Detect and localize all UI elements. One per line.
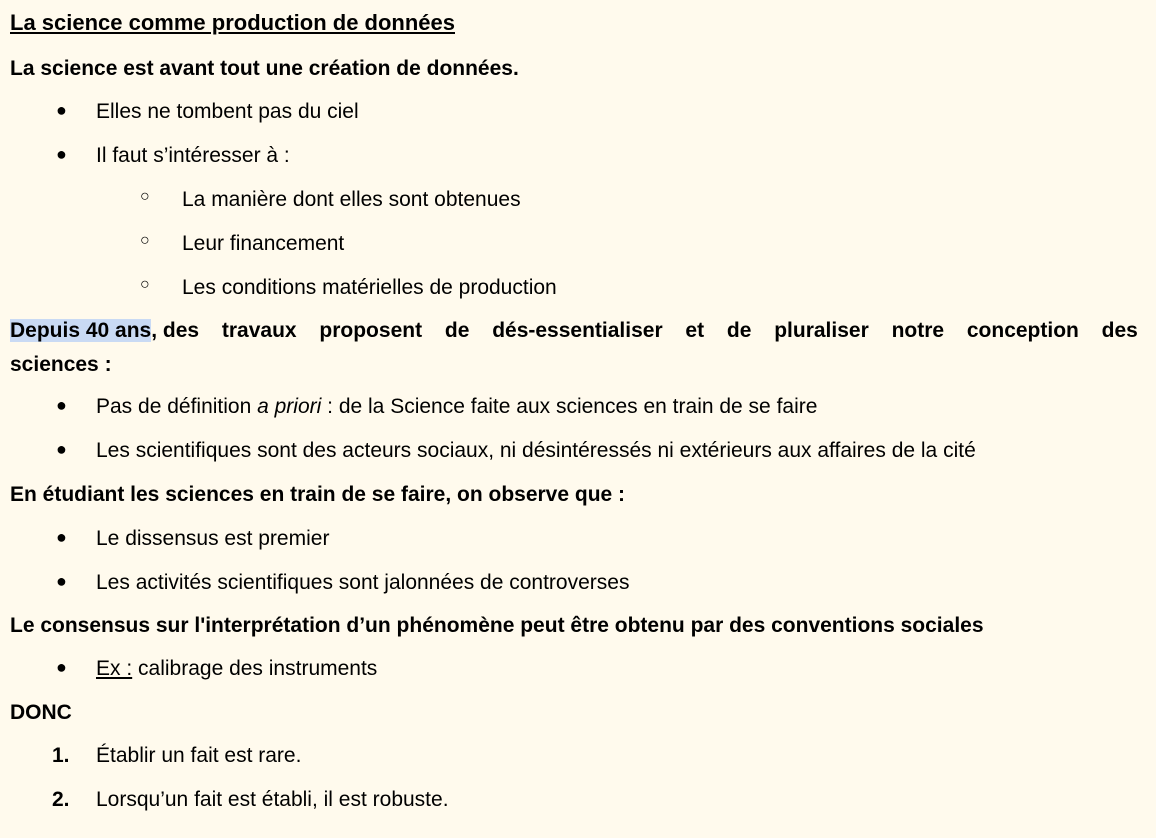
list-item [10,571,1138,597]
sub-list-item [10,276,1138,302]
paragraph-line-1: Depuis 40 ans, des travaux proposent de dés-essentialiser et de pluraliser notre conception des [10,314,1138,348]
bullet-icon: ● [56,657,67,677]
sub-list-item [10,188,1138,214]
list-item-text: Pas de définition a priori : de la Science faite aux sciences en train de se faire [96,395,818,418]
paragraph-line-2: sciences : [10,353,112,376]
circle-bullet-icon: ○ [140,188,150,205]
sub-list-item-text: Les conditions matérielles de production [182,276,557,299]
example-label: Ex : [96,657,133,680]
sub-list-item-text: Leur financement [182,232,345,255]
bullet-icon: ● [56,395,67,415]
list-item [10,527,1138,553]
paragraph-intro: La science est avant tout une création de données. [10,57,519,80]
numbered-item-text: Lorsqu’un fait est établi, il est robuste. [96,788,449,811]
bullet-icon: ● [56,439,67,459]
italic-text: a priori [257,395,322,418]
list-item-text: Elles ne tombent pas du ciel [96,100,359,123]
numbered-item [10,788,1138,814]
paragraph-consensus: Le consensus sur l'interprétation d’un phénomène peut être obtenu par des conventions sociales [10,614,984,637]
list-item-text: Les activités scientifiques sont jalonnées de controverses [96,571,630,594]
paragraph-conclusion-heading: DONC [10,701,72,724]
list-item-text: Ex : calibrage des instruments [96,657,378,680]
bullet-icon: ● [56,144,67,164]
paragraph-research [10,314,1138,382]
circle-bullet-icon: ○ [140,276,150,293]
sub-list-item-text: La manière dont elles sont obtenues [182,188,521,211]
list-item-text: Il faut s’intéresser à : [96,144,290,167]
list-item [10,439,1138,465]
item-number: 1. [52,744,70,767]
sub-list-item [10,232,1138,258]
highlighted-text: Depuis 40 ans [10,319,152,342]
circle-bullet-icon: ○ [140,232,150,249]
bullet-icon: ● [56,100,67,120]
paragraph-segment: Depuis 40 ans, des [10,319,200,342]
list-item [10,395,1138,421]
paragraph-observation: En étudiant les sciences en train de se faire, on observe que : [10,483,626,506]
list-item [10,657,1138,683]
item-number: 2. [52,788,70,811]
numbered-item-text: Établir un fait est rare. [96,744,302,767]
list-item [10,100,1138,126]
list-item [10,144,1138,170]
list-item-text: Les scientifiques sont des acteurs sociaux, ni désintéressés ni extérieurs aux affaires de la cité [96,439,976,462]
bullet-icon: ● [56,571,67,591]
doc-title: La science comme production de données [10,10,455,35]
list-item-text: Le dissensus est premier [96,527,330,550]
bullet-icon: ● [56,527,67,547]
numbered-item [10,744,1138,770]
